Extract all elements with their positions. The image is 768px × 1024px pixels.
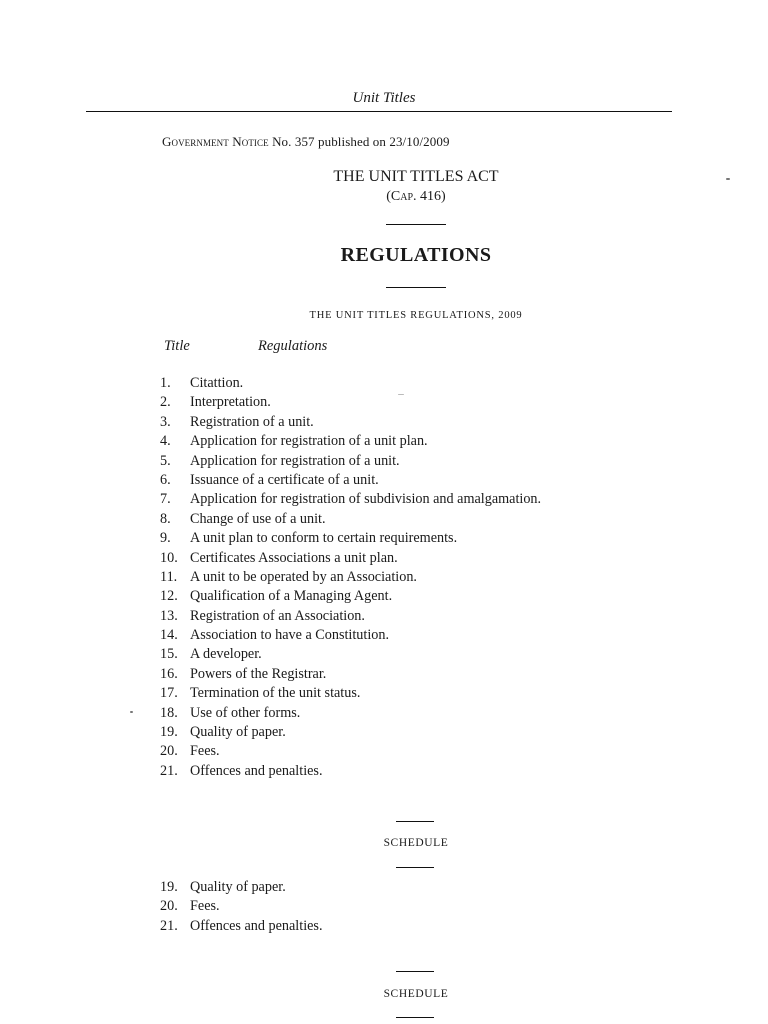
divider-rule	[396, 821, 434, 822]
item-number: 8.	[160, 510, 171, 527]
regulation-item	[160, 704, 541, 723]
regulation-item	[160, 432, 541, 451]
divider-rule	[396, 867, 434, 868]
regulation-item	[160, 587, 541, 606]
header-rule	[86, 111, 672, 112]
item-text: Use of other forms.	[190, 704, 301, 721]
regulations-subheading: THE UNIT TITLES REGULATIONS, 2009	[309, 310, 523, 321]
item-text: Application for registration of a unit.	[190, 452, 400, 469]
regulations-list-repeat	[160, 878, 323, 936]
item-number: 9.	[160, 530, 171, 547]
scan-speck	[398, 394, 404, 395]
regulation-item	[160, 684, 541, 703]
schedule-heading-2: SCHEDULE	[383, 988, 449, 1000]
regulation-item	[160, 645, 541, 664]
item-text: Qualification of a Managing Agent.	[190, 588, 393, 605]
running-head: Unit Titles	[352, 90, 416, 106]
item-number: 21.	[160, 762, 178, 779]
column-title-label: Title	[164, 338, 190, 354]
regulation-item	[160, 413, 541, 432]
act-title: THE UNIT TITLES ACT	[333, 168, 499, 185]
item-text: A developer.	[190, 646, 262, 663]
item-number: 2.	[160, 394, 171, 411]
item-number: 4.	[160, 433, 171, 450]
item-number: 6.	[160, 471, 171, 488]
item-number: 5.	[160, 452, 171, 469]
item-number: 15.	[160, 646, 178, 663]
item-number: 10.	[160, 549, 178, 566]
item-number: 17.	[160, 685, 178, 702]
item-text: Citattion.	[190, 375, 244, 391]
item-text: Issuance of a certificate of a unit.	[190, 471, 379, 488]
regulations-list	[160, 374, 541, 781]
item-text: Application for registration of a unit plan.	[190, 433, 428, 450]
item-text: Offences and penalties.	[190, 762, 323, 779]
notice-text: Government Notice No. 357 published on 23/10/2009	[162, 134, 450, 149]
column-regulations-label: Regulations	[258, 338, 328, 354]
item-number: 16.	[160, 665, 178, 682]
regulation-item	[160, 374, 541, 393]
regulation-repeat-item	[160, 897, 323, 916]
regulation-item	[160, 626, 541, 645]
item-number: 13.	[160, 607, 178, 624]
item-number: 14.	[160, 627, 178, 644]
scan-speck	[726, 178, 730, 180]
regulations-heading: REGULATIONS	[340, 244, 492, 266]
cap-text: (Cap. 416)	[386, 189, 446, 204]
item-text: Interpretation.	[190, 394, 271, 411]
regulation-item	[160, 665, 541, 684]
item-number: 11.	[160, 568, 178, 585]
item-text: Quality of paper.	[190, 724, 286, 741]
regulation-item	[160, 471, 541, 490]
regulation-item	[160, 607, 541, 626]
schedule-heading: SCHEDULE	[383, 837, 449, 849]
item-text: Fees.	[190, 898, 220, 915]
divider-rule	[396, 1017, 434, 1018]
item-text: Quality of paper.	[190, 879, 286, 895]
divider-rule	[386, 224, 446, 225]
regulation-item	[160, 490, 541, 509]
item-number: 19.	[160, 724, 178, 741]
item-text: Application for registration of subdivision and amalgamation.	[190, 491, 542, 508]
item-number: 18.	[160, 704, 178, 721]
regulation-item	[160, 549, 541, 568]
regulation-item	[160, 723, 541, 742]
item-number: 21.	[160, 917, 178, 934]
regulation-item	[160, 568, 541, 587]
item-text: A unit plan to conform to certain requirements.	[190, 530, 458, 547]
divider-rule	[396, 971, 434, 972]
regulation-repeat-item	[160, 917, 323, 936]
item-text: Change of use of a unit.	[190, 510, 326, 527]
item-text: Termination of the unit status.	[190, 685, 361, 702]
item-number: 1.	[160, 375, 171, 391]
regulation-repeat-item	[160, 878, 323, 897]
item-number: 3.	[160, 413, 171, 430]
item-number: 19.	[160, 879, 178, 895]
item-text: Offences and penalties.	[190, 917, 323, 934]
item-number: 20.	[160, 743, 178, 760]
item-text: Certificates Associations a unit plan.	[190, 549, 398, 566]
item-text: Powers of the Registrar.	[190, 665, 327, 682]
regulation-item	[160, 510, 541, 529]
item-number: 7.	[160, 491, 171, 508]
item-text: Fees.	[190, 743, 220, 760]
item-text: A unit to be operated by an Association.	[190, 568, 417, 585]
item-number: 12.	[160, 588, 178, 605]
regulation-item	[160, 742, 541, 761]
divider-rule	[386, 287, 446, 288]
government-notice	[162, 134, 450, 150]
item-text: Registration of a unit.	[190, 413, 314, 430]
item-number: 20.	[160, 898, 178, 915]
regulation-item	[160, 393, 541, 412]
regulation-item	[160, 529, 541, 548]
act-cap	[0, 189, 768, 205]
item-text: Registration of an Association.	[190, 607, 365, 624]
regulation-item	[160, 452, 541, 471]
scan-speck	[130, 711, 133, 713]
item-text: Association to have a Constitution.	[190, 627, 389, 644]
regulation-item	[160, 762, 541, 781]
